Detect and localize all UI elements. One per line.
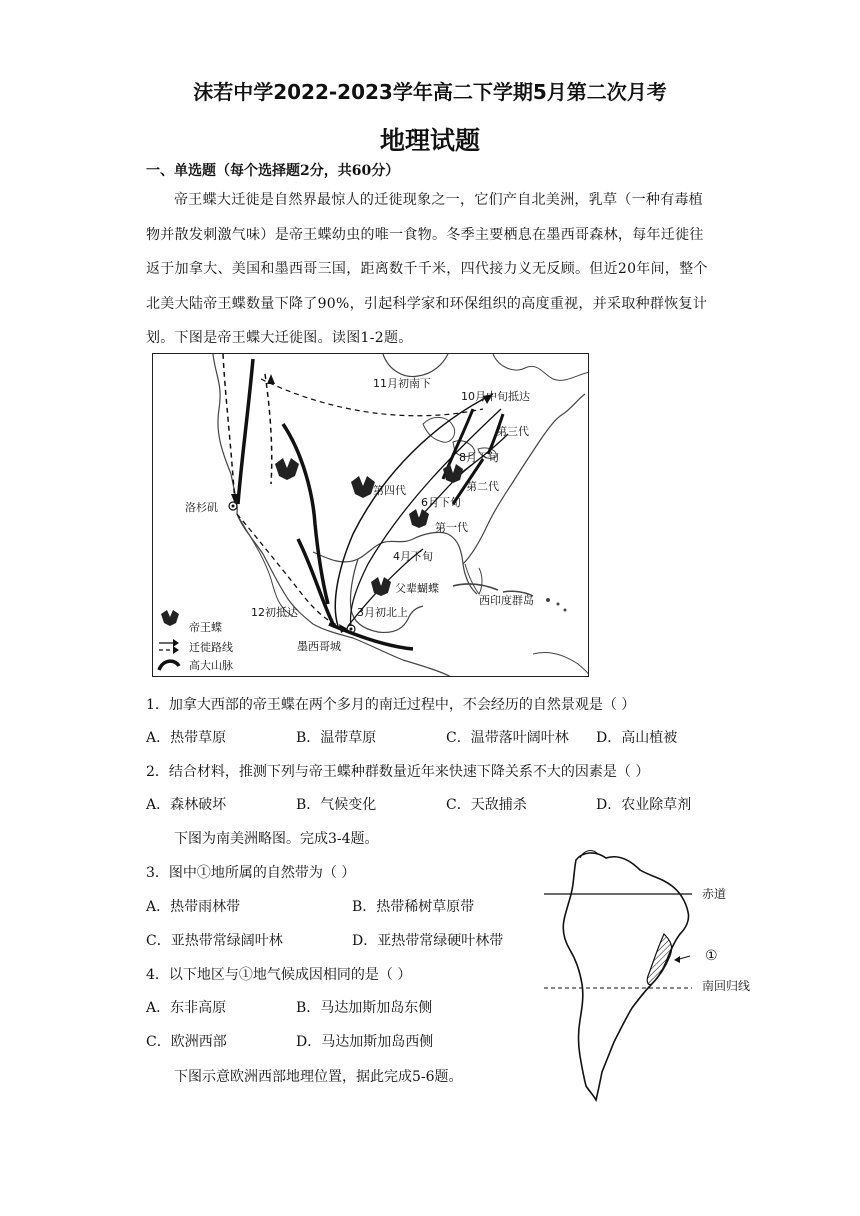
label-nov: 11月初南下 <box>373 377 431 390</box>
q2-option-a[interactable]: A．森林破坏 <box>146 797 227 813</box>
region-1-hatch <box>647 934 671 985</box>
q4-option-b[interactable]: B．马达加斯加岛东侧 <box>296 1000 433 1016</box>
label-oct: 10月中旬抵达 <box>461 390 530 403</box>
south-america-map <box>540 848 770 1108</box>
map-legend <box>159 620 233 672</box>
migration-map-graphic <box>153 354 589 677</box>
question-1: 1．加拿大西部的帝王蝶在两个多月的南迁过程中，不会经历的自然景观是（ ） <box>146 697 636 713</box>
south-america-graphic <box>540 848 770 1108</box>
intro-paragraph: 帝王蝶大迁徙是自然界最惊人的迁徙现象之一，它们产自北美洲，乳草（一种有毒植物并散发刺激气味）是帝王蝶幼虫的唯一食物。冬季主要栖息在墨西哥森林，每年迁徙往返于加拿大、美国和墨西哥三国，距离数千千米，四代接力义无反顾。但近20年间，整个北美大陆帝王蝶数量下降了90%，引起科学家和环保组织的高度重视，并采取种群恢复计划。下图是帝王蝶大迁徙图。读图1-2题。 <box>146 192 708 346</box>
label-gen2: 第二代 <box>466 480 499 493</box>
legend-mountain: 高大山脉 <box>189 659 233 672</box>
label-mar: 3月初北上 <box>357 606 408 619</box>
q3-option-d[interactable]: D．亚热带常绿硬叶林带 <box>352 933 504 949</box>
q4-option-d[interactable]: D．马达加斯加岛西侧 <box>296 1034 434 1050</box>
label-gen1: 第一代 <box>435 521 468 534</box>
label-la: 洛杉矶 <box>185 501 218 514</box>
exam-title: 沫若中学2022-2023学年高二下学期5月第二次月考 <box>193 80 667 104</box>
q3-option-b[interactable]: B．热带稀树草原带 <box>352 899 475 915</box>
q2-option-d[interactable]: D．农业除草剂 <box>596 797 692 813</box>
equator-label: 赤道 <box>702 887 727 901</box>
q1-option-b[interactable]: B．温带草原 <box>296 730 377 746</box>
label-dec: 12初抵达 <box>251 606 298 619</box>
q3-option-a[interactable]: A．热带雨林带 <box>146 899 241 915</box>
region-1-label: ① <box>705 948 718 964</box>
label-aug: 8月下旬 <box>459 451 499 464</box>
section-heading: 一、单选题（每个选择题2分，共60分） <box>146 163 400 179</box>
legend-butterfly: 帝王蝶 <box>189 621 222 634</box>
q3-option-c[interactable]: C．亚热带常绿阔叶林 <box>146 933 283 949</box>
q4-option-a[interactable]: A．东非高原 <box>146 1000 227 1016</box>
q2-option-c[interactable]: C．天敌捕杀 <box>446 797 527 813</box>
q4-option-c[interactable]: C．欧洲西部 <box>146 1034 227 1050</box>
monarch-migration-map <box>152 353 589 677</box>
question-2: 2．结合材料，推测下列与帝王蝶种群数量近年来快速下降关系不大的因素是（ ） <box>146 764 650 780</box>
question-3: 3．图中①地所属的自然带为（ ） <box>146 865 356 881</box>
label-apr: 4月下旬 <box>393 550 433 563</box>
q1-option-d[interactable]: D．高山植被 <box>596 730 678 746</box>
label-westindies: 西印度群岛 <box>479 594 534 607</box>
intro-q3-4: 下图为南美洲略图。完成3-4题。 <box>174 831 379 847</box>
question-4: 4．以下地区与①地气候成因相同的是（ ） <box>146 967 412 983</box>
q2-option-b[interactable]: B．气候变化 <box>296 797 377 813</box>
intro-q5-6: 下图示意欧洲西部地理位置，据此完成5-6题。 <box>174 1069 463 1085</box>
label-parent: 父辈蝴蝶 <box>395 582 439 595</box>
exam-subtitle: 地理试题 <box>379 126 480 155</box>
label-mexicocity: 墨西哥城 <box>297 640 341 653</box>
label-gen4: 第四代 <box>373 484 406 497</box>
label-jun: 6月下旬 <box>421 496 461 509</box>
q1-option-c[interactable]: C．温带落叶阔叶林 <box>446 730 569 746</box>
q1-option-a[interactable]: A．热带草原 <box>146 730 227 746</box>
legend-route: 迁徙路线 <box>189 641 233 654</box>
label-gen3: 第三代 <box>496 425 529 438</box>
tropic-label: 南回归线 <box>702 979 751 993</box>
